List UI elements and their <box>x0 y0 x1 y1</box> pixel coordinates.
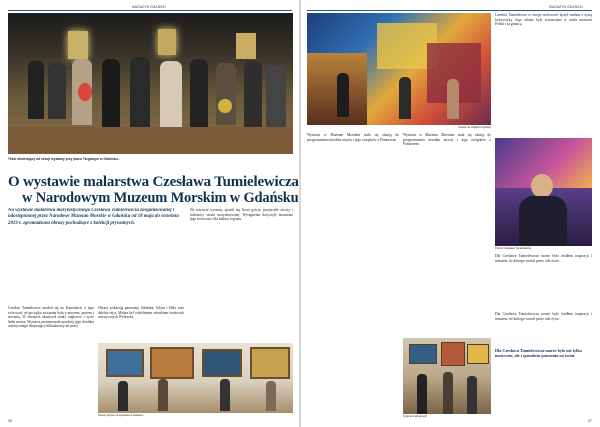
page-number-left: 26 <box>8 419 12 423</box>
gallery-photo <box>98 343 293 413</box>
left-page <box>0 0 299 427</box>
top-photo-caption: Goście na otwarciu wystawy <box>458 126 491 129</box>
right-body-column-1: Wystawa w Muzeum Morskim stała się okazją do przypomnienia dorobku artysty i jego związków z Pomorzem. <box>307 133 399 142</box>
page-number-right: 27 <box>588 419 592 423</box>
header-rule <box>307 10 592 11</box>
article-title-line1: O wystawie malarstwa Czesława Tumielewicza <box>8 174 299 190</box>
lead-paragraph: Na wystawie malarstwa marynistycznego Czesława Tumielewicza zorganizowanej i udostępnionej przez Narodowe Muzeum Morskie w Gdańsku od 18 maja do września 2019 r. zgromadzono obrazy pochodzące z kolekcji prywatnych. <box>8 208 179 226</box>
body-column-right-top: Na otwarciu wystawy zjawili się liczni goście, przyjaciele artysty i miłośnicy sztuki marynistycznej. Wystąpienia dotyczyły znaczenia jego twórczości dla kultury regionu. <box>190 208 293 222</box>
running-head: MAGAZYN GDAŃSKI <box>549 5 583 9</box>
body-column-1: Czesław Tumielewicz urodził się na Kaszubach, a jego twórczość od początku związana była z morzem, portem i stocznią. W obrazach ukazywał statki, żaglowce i życie ludzi morza. Wystawa prezentowała przekrój jego dorobku artystycznego obejmujący kilkadziesiąt lat pracy. <box>8 306 94 329</box>
bottom-photo-caption: Obrazy artysty na wystawie w Gdańsku <box>98 414 144 417</box>
portrait-photo <box>495 138 592 246</box>
pull-quote: Dla Czesława Tumielewicza morze było nie tylko motywem, ale i sposobem patrzenia na świat. <box>495 348 582 359</box>
portrait-caption: Portret Czesława Tumielewicza <box>495 247 532 250</box>
opening-photo <box>8 13 293 154</box>
exhibition-photo <box>403 338 491 414</box>
right-page <box>301 0 600 427</box>
right-column-lower: Dla Czesława Tumielewicza morze było źródłem inspiracji i tematem, do którego wracał przez całe życie. <box>495 312 592 321</box>
header-rule <box>8 10 292 11</box>
right-column-top: Czesław Tumielewicz w swojej twórczości łączył realizm z żywą kolorystyką. Jego obrazy były wystawiane w wielu miastach Polski i za granicą. <box>495 13 592 27</box>
running-head: MAGAZYN GDAŃSKI <box>132 5 166 9</box>
body-column-2: Obrazy pokazują panoramy Gdańska, Gdyni i Helu oraz dalekie rejsy. Malarz był wieloletnim członkiem środowisk artystycznych Wybrzeża. <box>98 306 184 320</box>
article-title-line2: w Narodowym Muzeum Morskim w Gdańsku <box>22 190 299 206</box>
painting-photo <box>307 13 491 125</box>
intro-text: Tekst otwierający od sekcji wystawy przy placu Targowym w Gdańsku... <box>8 157 121 161</box>
right-column-mid: Dla Czesława Tumielewicza morze było źródłem inspiracji i tematem, do którego wracał przez całe życie. <box>495 254 592 263</box>
exhibition-caption: Fragment ekspozycji <box>403 415 427 418</box>
right-body-column-2: Wystawa w Muzeum Morskim stała się okazją do przypomnienia dorobku artysty i jego związków z Pomorzem. <box>403 133 491 147</box>
